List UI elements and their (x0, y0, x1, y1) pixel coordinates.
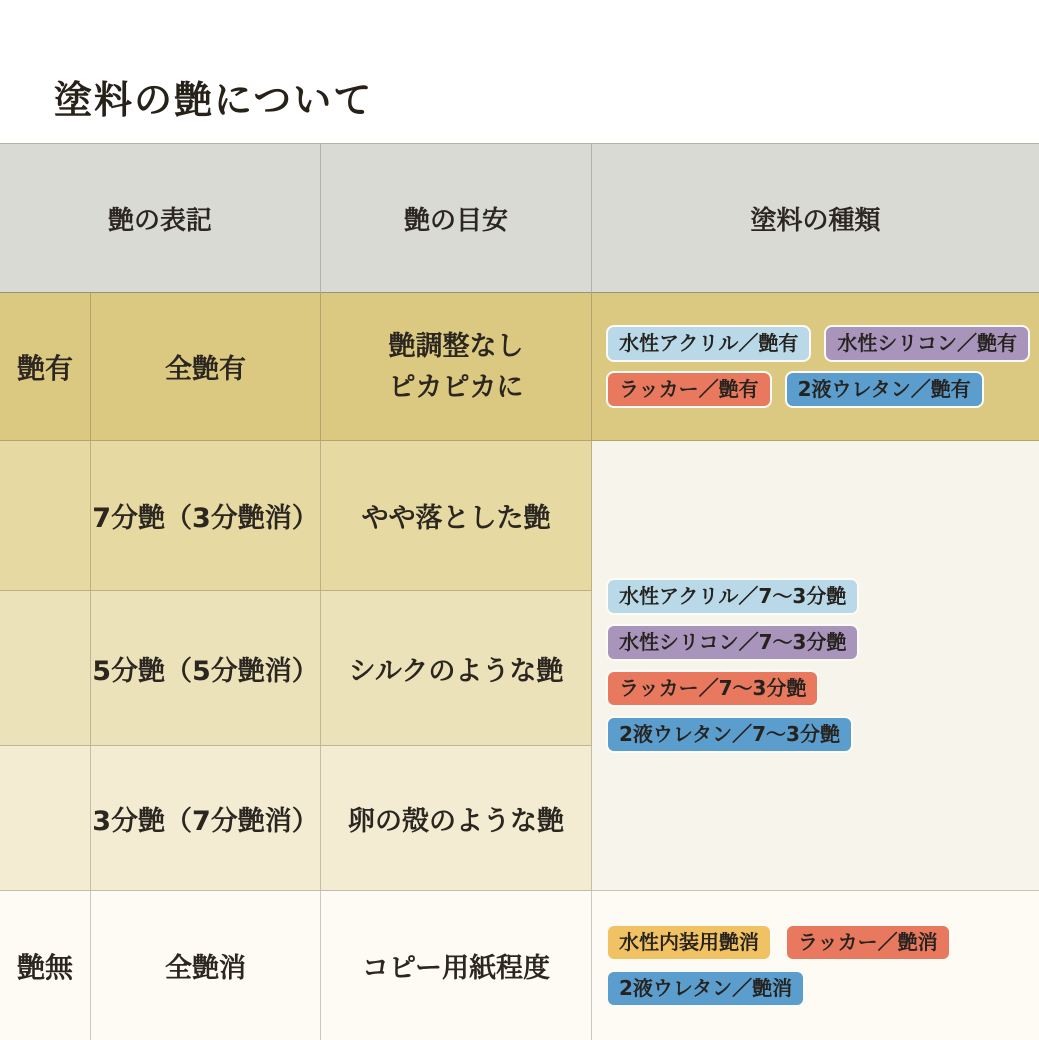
cell-empty-gloss3 (0, 746, 91, 891)
cell-guide-full-gloss (321, 293, 592, 441)
paint-type-badge: 水性アクリル／7～3分艶 (606, 578, 859, 615)
cell-guide-gloss7: やや落とした艶 (321, 441, 592, 591)
paint-type-badge: 水性アクリル／艶有 (606, 325, 811, 362)
cell-empty-gloss7 (0, 441, 91, 591)
paint-type-badge: 2液ウレタン／艶有 (785, 371, 984, 408)
cell-paints-matte (592, 891, 1039, 1040)
cell-guide-matte: コピー用紙程度 (321, 891, 592, 1040)
paint-type-badge: 水性内装用艶消 (606, 924, 772, 961)
cell-notation-full-gloss: 全艶有 (91, 293, 321, 441)
cell-notation-gloss5: 5分艶（5分艶消） (91, 591, 321, 746)
paint-type-badge: 2液ウレタン／7～3分艶 (606, 716, 853, 753)
row-label-gloss: 艶有 (0, 293, 91, 441)
badge-line (606, 924, 951, 961)
guide-line-2: ピカピカに (388, 371, 524, 403)
paint-type-badge: ラッカー／艶有 (606, 371, 772, 408)
paint-type-badge: ラッカー／艶消 (785, 924, 951, 961)
paint-type-badge: 水性シリコン／艶有 (824, 325, 1030, 362)
row-label-matte: 艶無 (0, 891, 91, 1040)
badge-line (606, 624, 859, 661)
badge-line (606, 670, 819, 707)
gloss-table (0, 143, 1039, 1039)
header-gloss-guide: 艶の目安 (321, 144, 592, 293)
cell-notation-gloss7: 7分艶（3分艶消） (91, 441, 321, 591)
badge-line (606, 970, 805, 1007)
cell-notation-gloss3: 3分艶（7分艶消） (91, 746, 321, 891)
paint-type-badge: ラッカー／7～3分艶 (606, 670, 819, 707)
page-title: 塗料の艶について (54, 78, 374, 123)
cell-paints-full-gloss (592, 293, 1039, 441)
guide-line-1: 艶調整なし (388, 330, 524, 362)
cell-paints-mid-gloss (592, 441, 1039, 891)
cell-guide-gloss3: 卵の殻のような艶 (321, 746, 592, 891)
paint-type-badge: 2液ウレタン／艶消 (606, 970, 805, 1007)
badge-line (606, 578, 859, 615)
badge-line (606, 325, 1030, 362)
header-gloss-notation: 艶の表記 (0, 144, 321, 293)
header-paint-types: 塗料の種類 (592, 144, 1039, 293)
badge-line (606, 371, 984, 408)
cell-guide-gloss5: シルクのような艶 (321, 591, 592, 746)
cell-notation-matte: 全艶消 (91, 891, 321, 1040)
badge-line (606, 716, 853, 753)
cell-empty-gloss5 (0, 591, 91, 746)
paint-type-badge: 水性シリコン／7～3分艶 (606, 624, 859, 661)
